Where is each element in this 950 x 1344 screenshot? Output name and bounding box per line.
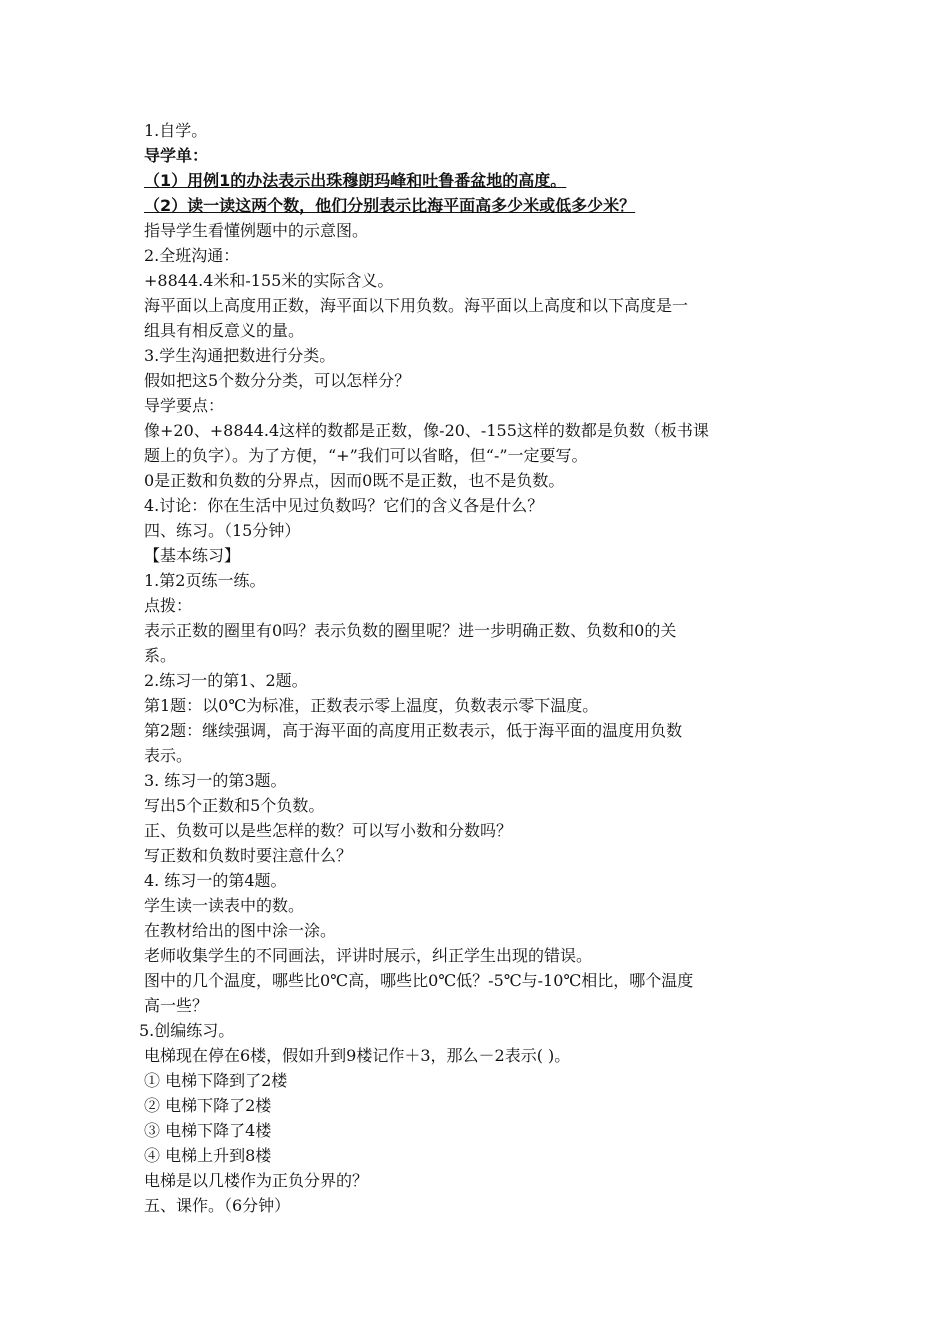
text-line: 点拨： xyxy=(144,596,193,615)
text-line: 第1题：以0℃为标准，正数表示零上温度，负数表示零下温度。 xyxy=(144,696,599,715)
question-elevator: 电梯现在停在6楼，假如升到9楼记作＋3，那么－2表示( )。 xyxy=(144,1046,571,1065)
text-line: 表示正数的圈里有0吗？表示负数的圈里呢？进一步明确正数、负数和0的关 xyxy=(144,621,677,640)
text-line: 正、负数可以是些怎样的数？可以写小数和分数吗？ xyxy=(144,821,513,840)
text-line: 学生读一读表中的数。 xyxy=(144,896,305,915)
text-line: 导学要点： xyxy=(144,396,225,415)
option-3: ③ 电梯下降了4楼 xyxy=(144,1121,272,1140)
text-line: 系。 xyxy=(144,646,177,665)
text-line: 指导学生看懂例题中的示意图。 xyxy=(144,221,369,240)
text-line: 海平面以上高度用正数，海平面以下用负数。海平面以上高度和以下高度是一 xyxy=(144,296,689,315)
text-line: 写出5个正数和5个负数。 xyxy=(144,796,325,815)
guide-question-1: （1）用例1的办法表示出珠穆朗玛峰和吐鲁番盆地的高度。 xyxy=(144,171,567,190)
text-line: 图中的几个温度，哪些比0℃高，哪些比0℃低？-5℃与-10℃相比，哪个温度 xyxy=(144,971,694,990)
subheading-basic-practice: 【基本练习】 xyxy=(144,546,241,565)
option-2: ② 电梯下降了2楼 xyxy=(144,1096,272,1115)
text-line: 假如把这5个数分分类，可以怎样分？ xyxy=(144,371,411,390)
option-1: ① 电梯下降到了2楼 xyxy=(144,1071,288,1090)
text-line-self-study: 1.自学。 xyxy=(144,121,208,140)
text-line: 高一些？ xyxy=(144,996,209,1015)
text-line: 1.第2页练一练。 xyxy=(144,571,266,590)
heading-guide-sheet: 导学单： xyxy=(144,146,209,165)
text-line: 0是正数和负数的分界点，因而0既不是正数，也不是负数。 xyxy=(144,471,565,490)
text-line: 2.练习一的第1、2题。 xyxy=(144,671,308,690)
option-4: ④ 电梯上升到8楼 xyxy=(144,1146,272,1165)
text-line: 3.学生沟通把数进行分类。 xyxy=(144,346,336,365)
text-line: 像+20、+8844.4这样的数都是正数，像-20、-155这样的数都是负数（板书课 xyxy=(144,421,709,440)
text-line: 写正数和负数时要注意什么？ xyxy=(144,846,353,865)
text-line: 2.全班沟通： xyxy=(144,246,240,265)
text-line: +8844.4米和-155米的实际含义。 xyxy=(144,271,394,290)
text-line: 题上的负字）。为了方便，“+”我们可以省略，但“-”一定要写。 xyxy=(144,446,588,465)
text-line: 老师收集学生的不同画法，评讲时展示，纠正学生出现的错误。 xyxy=(144,946,593,965)
text-line: 第2题：继续强调，高于海平面的高度用正数表示，低于海平面的温度用负数 xyxy=(144,721,683,740)
section-heading-homework: 五、课作。（6分钟） xyxy=(144,1196,291,1215)
text-line: 4.讨论：你在生活中见过负数吗？它们的含义各是什么？ xyxy=(144,496,544,515)
text-line: 5.创编练习。 xyxy=(139,1021,235,1040)
text-line: 在教材给出的图中涂一涂。 xyxy=(144,921,337,940)
text-line: 4. 练习一的第4题。 xyxy=(144,871,287,890)
text-line: 组具有相反意义的量。 xyxy=(144,321,305,340)
guide-question-2: （2）读一读这两个数，他们分别表示比海平面高多少米或低多少米？ xyxy=(144,196,636,215)
section-heading-practice: 四、练习。（15分钟） xyxy=(144,521,301,540)
text-line: 表示。 xyxy=(144,746,193,765)
text-line: 电梯是以几楼作为正负分界的？ xyxy=(144,1171,369,1190)
text-line: 3. 练习一的第3题。 xyxy=(144,771,287,790)
